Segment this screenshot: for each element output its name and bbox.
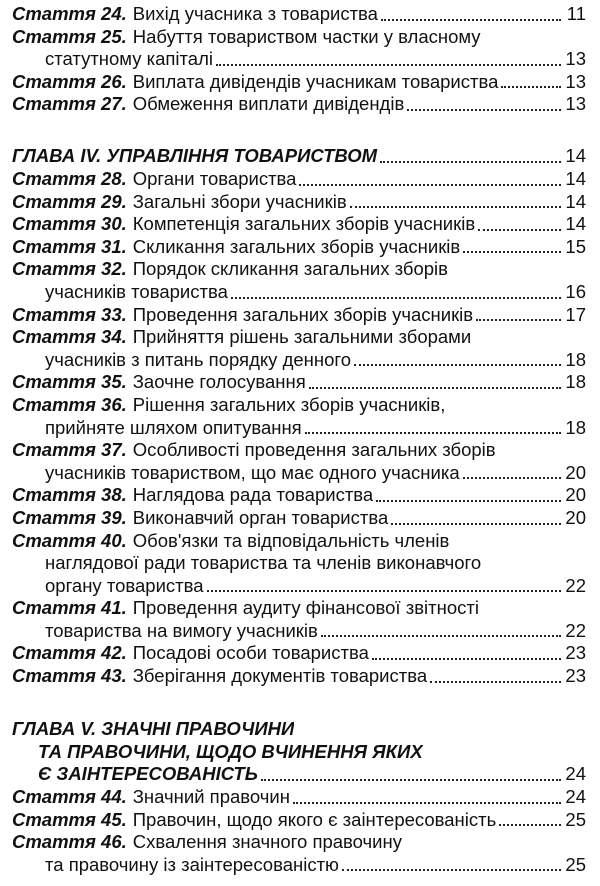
article-title: Виконавчий орган товариства — [132, 506, 389, 528]
article-number: Стаття 42. — [12, 642, 127, 664]
article-title: Вихід учасника з товариства — [132, 3, 378, 24]
toc-line — [0, 71, 600, 94]
page-number: 25 — [565, 853, 586, 875]
dot-leader — [391, 522, 561, 525]
chapter-4-heading — [0, 145, 600, 168]
page-number: 22 — [565, 619, 586, 641]
dot-leader — [305, 431, 561, 434]
article-number: Стаття 41. — [12, 597, 127, 619]
toc-line — [0, 168, 600, 191]
toc-line — [0, 326, 600, 349]
article-number: Стаття 24. — [12, 3, 127, 24]
toc-group-1 — [0, 3, 600, 116]
toc-line — [0, 620, 600, 643]
article-number: Стаття 40. — [12, 529, 127, 551]
article-title: Заочне голосування — [132, 371, 306, 393]
article-number: Стаття 44. — [12, 786, 127, 807]
toc-line-content — [45, 552, 481, 575]
article-number: Стаття 34. — [12, 326, 127, 348]
article-title: та правочину із заінтересованістю — [45, 853, 339, 875]
toc-line-content — [12, 145, 586, 168]
toc-line-content — [45, 48, 586, 71]
toc-line-content — [45, 575, 586, 598]
toc-line — [0, 439, 600, 462]
toc-line — [0, 3, 600, 26]
toc-line-content — [12, 530, 449, 553]
article-number: Стаття 33. — [12, 303, 127, 325]
article-title: Правочин, щодо якого є заінтересованість — [132, 808, 497, 830]
toc-line — [0, 236, 600, 259]
article-number: Стаття 30. — [12, 213, 127, 235]
toc-entry — [0, 665, 600, 688]
toc-line-content — [12, 3, 586, 26]
dot-leader — [293, 801, 561, 804]
article-title: прийняте шляхом опитування — [45, 416, 302, 438]
dot-leader — [299, 183, 561, 186]
article-title: Схвалення значного правочину — [132, 831, 402, 853]
toc-line — [0, 258, 600, 281]
toc-line-content — [12, 718, 294, 741]
page-number: 16 — [565, 280, 586, 302]
page-number: 15 — [565, 235, 586, 257]
article-title: Особливості проведення загальних зборів — [132, 439, 496, 461]
toc-entry — [0, 168, 600, 191]
toc-line-content — [38, 763, 586, 786]
toc-line — [0, 462, 600, 485]
article-title: Наглядова рада товариства — [132, 484, 374, 506]
toc-line-content — [12, 786, 586, 809]
toc-entry — [0, 326, 600, 371]
article-title: Проведення загальних зборів учасників — [132, 303, 474, 325]
chapter-title: ТА ПРАВОЧИНИ, ЩОДО ВЧИНЕННЯ ЯКИХ — [38, 740, 423, 762]
article-number: Стаття 46. — [12, 831, 127, 853]
toc-line-content — [12, 93, 586, 116]
toc-line — [0, 831, 600, 854]
article-number: Стаття 38. — [12, 484, 127, 506]
toc-line — [0, 575, 600, 598]
toc-line-content — [12, 304, 586, 327]
page-number: 13 — [565, 93, 586, 115]
dot-leader — [207, 589, 561, 592]
toc-line — [0, 854, 600, 877]
toc-line-content — [45, 281, 586, 304]
page-number: 23 — [565, 642, 586, 664]
toc-line — [0, 597, 600, 620]
article-title: органу товариства — [45, 574, 204, 596]
toc-entry — [0, 831, 600, 876]
toc-entry — [0, 236, 600, 259]
toc-line-content — [12, 484, 586, 507]
article-title: Посадові особи товариства — [132, 642, 369, 664]
toc-line — [0, 93, 600, 116]
article-number: Стаття 36. — [12, 393, 127, 415]
article-number: Стаття 35. — [12, 371, 127, 393]
article-title: Проведення аудиту фінансової звітності — [132, 597, 479, 619]
toc-entry — [0, 484, 600, 507]
toc-line-content — [12, 71, 586, 94]
dot-leader — [376, 499, 561, 502]
toc-entry — [0, 786, 600, 809]
toc-entry — [0, 809, 600, 832]
chapter-entry — [0, 718, 600, 786]
toc-line-content — [12, 642, 586, 665]
toc-line — [0, 665, 600, 688]
page-number: 17 — [565, 303, 586, 325]
toc-group-3 — [0, 786, 600, 876]
article-number: Стаття 28. — [12, 168, 127, 189]
toc-line — [0, 371, 600, 394]
dot-leader — [216, 63, 561, 66]
article-title: Компетенція загальних зборів учасників — [132, 213, 476, 235]
toc-line — [0, 349, 600, 372]
article-number: Стаття 29. — [12, 190, 127, 212]
article-number: Стаття 25. — [12, 25, 127, 47]
page-number: 18 — [565, 416, 586, 438]
dot-leader — [501, 85, 561, 88]
toc-line — [0, 552, 600, 575]
toc-entry — [0, 530, 600, 598]
toc-line — [0, 394, 600, 417]
page-number: 22 — [565, 574, 586, 596]
toc-line-content — [45, 854, 586, 877]
toc-entry — [0, 71, 600, 94]
toc-entry — [0, 213, 600, 236]
dot-leader — [350, 205, 561, 208]
dot-leader — [261, 778, 561, 781]
page-number: 14 — [565, 168, 586, 189]
dot-leader — [372, 657, 561, 660]
dot-leader — [407, 108, 561, 111]
article-title: учасників товариством, що має одного учасника — [45, 461, 460, 483]
toc-entry — [0, 439, 600, 484]
toc-line — [0, 281, 600, 304]
article-number: Стаття 26. — [12, 70, 127, 92]
toc-entry — [0, 304, 600, 327]
page-number: 13 — [565, 48, 586, 70]
toc-line — [0, 484, 600, 507]
toc-line-content — [12, 665, 586, 688]
page-number: 24 — [565, 763, 586, 785]
chapter-title: Є ЗАІНТЕРЕСОВАНІСТЬ — [38, 763, 258, 785]
dot-leader — [231, 296, 561, 299]
toc-line-content — [12, 831, 402, 854]
toc-line-content — [12, 326, 471, 349]
toc-entry — [0, 26, 600, 71]
article-title: Органи товариства — [132, 168, 297, 189]
page-number: 25 — [565, 808, 586, 830]
toc-line-content — [12, 371, 586, 394]
dot-leader — [463, 250, 561, 253]
article-number: Стаття 43. — [12, 665, 127, 687]
toc-line — [0, 304, 600, 327]
toc-line — [0, 26, 600, 49]
dot-leader — [430, 680, 561, 683]
toc-line — [0, 642, 600, 665]
page-number: 20 — [565, 506, 586, 528]
article-title: Прийняття рішень загальними зборами — [132, 326, 472, 348]
article-title: товариства на вимогу учасників — [45, 619, 318, 641]
toc-line-content — [12, 26, 481, 49]
toc-entry — [0, 642, 600, 665]
page-number: 11 — [566, 3, 586, 24]
article-number: Стаття 32. — [12, 258, 127, 280]
toc-line — [0, 417, 600, 440]
toc-line-content — [12, 258, 448, 281]
toc-entry — [0, 507, 600, 530]
toc-line — [0, 741, 600, 764]
toc-entry — [0, 371, 600, 394]
toc-line-content — [45, 462, 586, 485]
toc-line-content — [45, 349, 586, 372]
toc-line — [0, 530, 600, 553]
chapter-5-heading — [0, 718, 600, 786]
dot-leader — [476, 318, 561, 321]
article-number: Стаття 27. — [12, 93, 127, 115]
toc-line — [0, 213, 600, 236]
toc-line-content — [12, 597, 479, 620]
toc-entry — [0, 597, 600, 642]
page-number: 14 — [565, 190, 586, 212]
dot-leader — [499, 823, 561, 826]
toc-line-content — [12, 394, 445, 417]
dot-leader — [309, 386, 561, 389]
article-title: Порядок скликання загальних зборів — [132, 258, 448, 280]
toc-line — [0, 718, 600, 741]
toc-line-content — [12, 809, 586, 832]
page-number: 13 — [565, 70, 586, 92]
article-title: наглядової ради товариства та членів виконавчого — [45, 552, 482, 574]
article-title: Загальні збори учасників — [132, 190, 347, 212]
page-number: 23 — [565, 665, 586, 687]
article-number: Стаття 37. — [12, 439, 127, 461]
dot-leader — [478, 228, 561, 231]
toc-entry — [0, 258, 600, 303]
toc-entry — [0, 3, 600, 26]
article-title: Значний правочин — [132, 786, 290, 807]
article-title: учасників товариства — [45, 280, 228, 302]
dot-leader — [342, 868, 561, 871]
toc-line — [0, 763, 600, 786]
toc-line — [0, 191, 600, 214]
article-title: Зберігання документів товариства — [132, 665, 428, 687]
toc-line-content — [12, 213, 586, 236]
article-title: Рішення загальних зборів учасників, — [132, 393, 446, 415]
toc-entry — [0, 191, 600, 214]
page-number: 14 — [565, 213, 586, 235]
dot-leader — [381, 18, 561, 21]
article-title: Обмеження виплати дивідендів — [132, 93, 405, 115]
toc-line-content — [12, 507, 586, 530]
article-title: статутному капіталі — [45, 48, 213, 70]
chapter-title: ГЛАВА IV. УПРАВЛІННЯ ТОВАРИСТВОМ — [12, 145, 378, 166]
toc-line-content — [12, 439, 496, 462]
article-title: Набуття товариством частки у власному — [132, 25, 481, 47]
article-number: Стаття 45. — [12, 808, 127, 830]
dot-leader — [321, 634, 561, 637]
page-number: 18 — [565, 371, 586, 393]
toc-line-content — [45, 417, 586, 440]
toc-group-2 — [0, 168, 600, 688]
chapter-title: ГЛАВА V. ЗНАЧНІ ПРАВОЧИНИ — [12, 718, 295, 739]
article-title: учасників з питань порядку денного — [45, 348, 351, 370]
toc-line-content — [12, 191, 586, 214]
toc-line-content — [45, 620, 586, 643]
toc-line-content — [12, 168, 586, 191]
toc-line-content — [38, 741, 423, 764]
article-title: Обов'язки та відповідальність членів — [132, 529, 450, 551]
toc-line — [0, 809, 600, 832]
dot-leader — [354, 363, 561, 366]
dot-leader — [380, 160, 561, 163]
toc-line-content — [12, 236, 586, 259]
page-number: 24 — [565, 786, 586, 807]
toc-line — [0, 507, 600, 530]
article-number: Стаття 31. — [12, 235, 127, 257]
page-number: 20 — [565, 461, 586, 483]
article-title: Скликання загальних зборів учасників — [132, 235, 461, 257]
dot-leader — [463, 476, 561, 479]
toc-entry — [0, 394, 600, 439]
toc-line — [0, 786, 600, 809]
toc-line — [0, 48, 600, 71]
chapter-entry — [0, 145, 600, 168]
toc-entry — [0, 93, 600, 116]
page-number: 20 — [565, 484, 586, 506]
article-title: Виплата дивідендів учасникам товариства — [132, 70, 499, 92]
page-number: 14 — [565, 145, 586, 166]
page-number: 18 — [565, 348, 586, 370]
toc-line — [0, 145, 600, 168]
article-number: Стаття 39. — [12, 506, 127, 528]
